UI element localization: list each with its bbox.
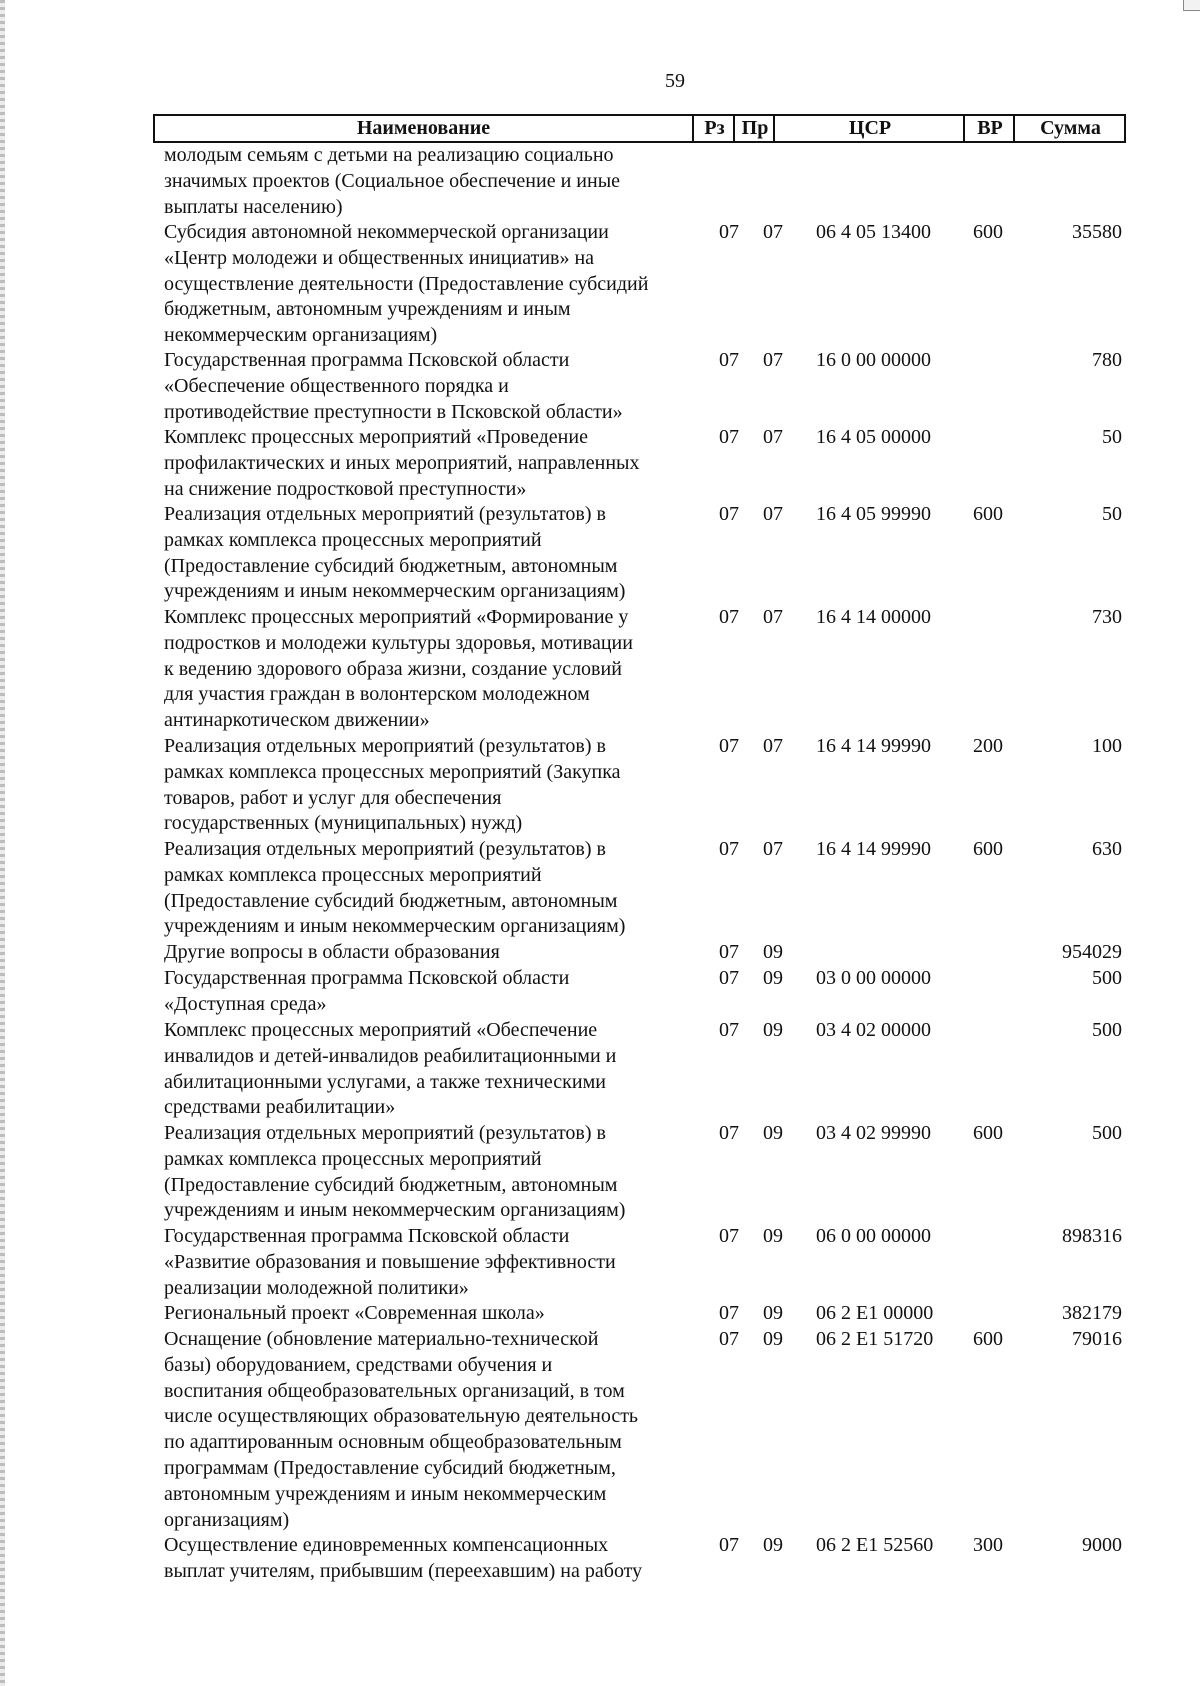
cell-rz: 07: [719, 503, 739, 525]
cell-pr: 09: [763, 941, 783, 963]
cell-rz: 07: [719, 606, 739, 628]
cell-rz: 07: [719, 1328, 739, 1350]
cell-sum: 500: [1092, 1019, 1122, 1041]
cell-sum: 780: [1092, 349, 1122, 371]
cell-vr: 600: [973, 1122, 1003, 1144]
cell-name: Оснащение (обновление материально-технической базы) оборудованием, средствами обучения и воспитания общеобразовательных организаций, в том числе осуществляющих образовательную деятельность по адаптированным основным общеобразовательным программам (Предоставление субсидий бюджетным, автономным учреждениям и иным некоммерческим организациям): [164, 1328, 639, 1531]
cell-vr: 600: [973, 1328, 1003, 1350]
cell-rz: 07: [719, 1122, 739, 1144]
cell-pr: 07: [763, 606, 783, 628]
cell-pr: 09: [763, 1019, 783, 1041]
cell-name: Государственная программа Псковской области «Развитие образования и повышение эффективности реализации молодежной политики»: [164, 1225, 616, 1299]
cell-csr: 06 0 00 00000: [816, 1225, 931, 1247]
cell-rz: 07: [719, 1019, 739, 1041]
cell-sum: 35580: [1072, 221, 1122, 243]
cell-rz: 07: [719, 1534, 739, 1556]
cell-sum: 730: [1092, 606, 1122, 628]
cell-csr: 16 4 14 99990: [816, 735, 931, 757]
cell-rz: 07: [719, 838, 739, 860]
cell-name: Региональный проект «Современная школа»: [164, 1302, 545, 1324]
cell-name: Реализация отдельных мероприятий (результатов) в рамках комплекса процессных мероприятий (Предоставление субсидий бюджетным, автономным учреждениям и иным некоммерческим организациям): [164, 503, 626, 603]
cell-pr: 09: [763, 1122, 783, 1144]
cell-sum: 630: [1092, 838, 1122, 860]
cell-csr: 16 4 05 99990: [816, 503, 931, 525]
cell-name: Реализация отдельных мероприятий (результатов) в рамках комплекса процессных мероприятий (Закупка товаров, работ и услуг для обеспечения государственных (муниципальных) нужд): [164, 735, 621, 835]
cell-sum: 100: [1092, 735, 1122, 757]
cell-pr: 09: [763, 1328, 783, 1350]
cell-csr: 06 4 05 13400: [816, 221, 931, 243]
cell-name: Комплекс процессных мероприятий «Формирование у подростков и молодежи культуры здоровья, мотивации к ведению здорового образа жизни, создание условий для участия граждан в волонтерском молодежном антинаркотическом движении»: [164, 606, 633, 732]
header-rz: Рз: [692, 116, 735, 141]
header-vr: ВР: [963, 116, 1015, 141]
cell-sum: 898316: [1062, 1225, 1122, 1247]
cell-name: Комплекс процессных мероприятий «Обеспечение инвалидов и детей-инвалидов реабилитационными и абилитационными услугами, а также техническими средствами реабилитации»: [164, 1019, 617, 1119]
cell-name: Субсидия автономной некоммерческой организации «Центр молодежи и общественных инициатив» на осуществление деятельности (Предоставление субсидий бюджетным, автономным учреждениям и иным некоммерческим организациям): [164, 221, 649, 347]
cell-pr: 07: [763, 735, 783, 757]
cell-rz: 07: [719, 349, 739, 371]
cell-sum: 954029: [1062, 941, 1122, 963]
cell-csr: 16 4 14 99990: [816, 838, 931, 860]
cell-name: Государственная программа Псковской области «Доступная среда»: [164, 967, 570, 1015]
cell-name: Государственная программа Псковской области «Обеспечение общественного порядка и противодействие преступности в Псковской области»: [164, 349, 623, 423]
cell-rz: 07: [719, 967, 739, 989]
cell-sum: 382179: [1062, 1302, 1122, 1324]
cell-sum: 50: [1102, 426, 1122, 448]
cell-vr: 200: [973, 735, 1003, 757]
header-name: Наименование: [356, 117, 491, 139]
cell-pr: 07: [763, 838, 783, 860]
cell-vr: 600: [973, 221, 1003, 243]
cell-csr: 03 0 00 00000: [816, 967, 931, 989]
cell-sum: 500: [1092, 967, 1122, 989]
cell-pr: 09: [763, 967, 783, 989]
cell-csr: 06 2 Е1 00000: [816, 1302, 934, 1324]
scan-corner-mark: [1183, 0, 1200, 11]
cell-rz: 07: [719, 426, 739, 448]
cell-csr: 03 4 02 00000: [816, 1019, 931, 1041]
cell-name: Комплекс процессных мероприятий «Проведение профилактических и иных мероприятий, направленных на снижение подростковой преступности»: [164, 426, 640, 500]
cell-rz: 07: [719, 941, 739, 963]
cell-csr: 06 2 Е1 52560: [816, 1534, 934, 1556]
header-csr: ЦСР: [773, 116, 965, 141]
cell-pr: 07: [763, 349, 783, 371]
cell-pr: 07: [763, 221, 783, 243]
cell-sum: 500: [1092, 1122, 1122, 1144]
cell-csr: 03 4 02 99990: [816, 1122, 931, 1144]
cell-vr: 300: [973, 1534, 1003, 1556]
cell-name: Другие вопросы в области образования: [164, 941, 500, 963]
cell-pr: 07: [763, 426, 783, 448]
header-sum: Сумма: [1013, 116, 1126, 141]
cell-sum: 50: [1102, 503, 1122, 525]
cell-name: молодым семьям с детьми на реализацию социально значимых проектов (Социальное обеспечение и иные выплаты населению): [164, 144, 621, 218]
cell-name: Реализация отдельных мероприятий (результатов) в рамках комплекса процессных мероприятий (Предоставление субсидий бюджетным, автономным учреждениям и иным некоммерческим организациям): [164, 838, 626, 938]
cell-name: Осуществление единовременных компенсационных выплат учителям, прибывшим (переехавшим) на работу: [164, 1534, 643, 1582]
cell-csr: 16 0 00 00000: [816, 349, 931, 371]
cell-vr: 600: [973, 838, 1003, 860]
cell-pr: 09: [763, 1225, 783, 1247]
page-number: 59: [665, 70, 685, 92]
cell-sum: 9000: [1082, 1534, 1122, 1556]
cell-rz: 07: [719, 735, 739, 757]
cell-sum: 79016: [1072, 1328, 1122, 1350]
cell-rz: 07: [719, 1302, 739, 1324]
cell-name: Реализация отдельных мероприятий (результатов) в рамках комплекса процессных мероприятий (Предоставление субсидий бюджетным, автономным учреждениям и иным некоммерческим организациям): [164, 1122, 626, 1222]
table-header: [153, 114, 1126, 143]
cell-rz: 07: [719, 221, 739, 243]
cell-pr: 09: [763, 1534, 783, 1556]
cell-csr: 16 4 14 00000: [816, 606, 931, 628]
cell-pr: 07: [763, 503, 783, 525]
cell-csr: 06 2 Е1 51720: [816, 1328, 934, 1350]
cell-rz: 07: [719, 1225, 739, 1247]
header-pr: Пр: [733, 116, 775, 141]
cell-vr: 600: [973, 503, 1003, 525]
cell-pr: 09: [763, 1302, 783, 1324]
cell-csr: 16 4 05 00000: [816, 426, 931, 448]
scan-left-edge: [0, 0, 5, 1686]
